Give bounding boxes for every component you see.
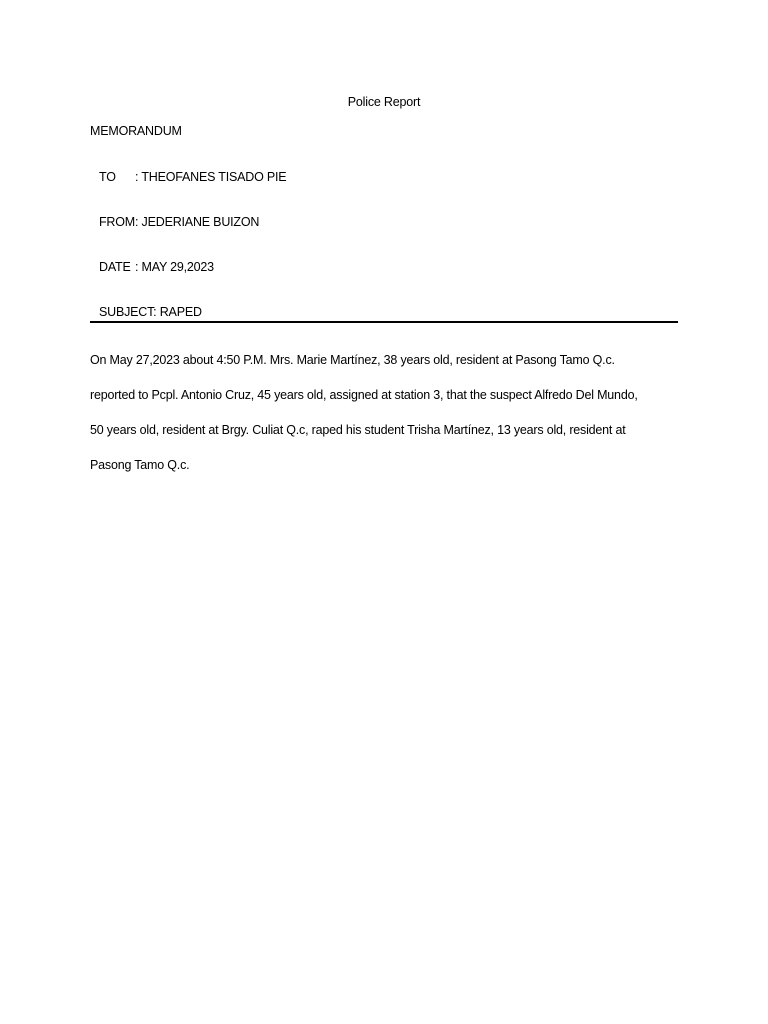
- subject-value: RAPED: [156, 305, 202, 319]
- from-value: JEDERIANE BUIZON: [138, 215, 260, 229]
- to-value: : THEOFANES TISADO PIE: [135, 170, 287, 184]
- date-value: : MAY 29,2023: [135, 260, 214, 274]
- body-line: reported to Pcpl. Antonio Cruz, 45 years old, assigned at station 3, that the suspect Alfredo Del Mundo,: [90, 388, 638, 402]
- memo-heading: MEMORANDUM: [90, 124, 182, 138]
- subject-row: [99, 304, 202, 320]
- header-divider: [90, 321, 678, 323]
- body-line: On May 27,2023 about 4:50 P.M. Mrs. Marie Martínez, 38 years old, resident at Pasong Tamo Q.c.: [90, 353, 615, 367]
- to-row: [99, 169, 286, 185]
- date-row: [99, 259, 214, 275]
- body-line: Pasong Tamo Q.c.: [90, 458, 190, 472]
- to-label: TO: [99, 170, 116, 184]
- body-line: 50 years old, resident at Brgy. Culiat Q.c, raped his student Trisha Martínez, 13 years old, resident at: [90, 423, 626, 437]
- from-row: [99, 214, 259, 230]
- date-label: DATE: [99, 260, 131, 274]
- document-title: Police Report: [347, 95, 421, 109]
- from-label: FROM:: [99, 215, 139, 229]
- subject-label: SUBJECT:: [99, 305, 157, 319]
